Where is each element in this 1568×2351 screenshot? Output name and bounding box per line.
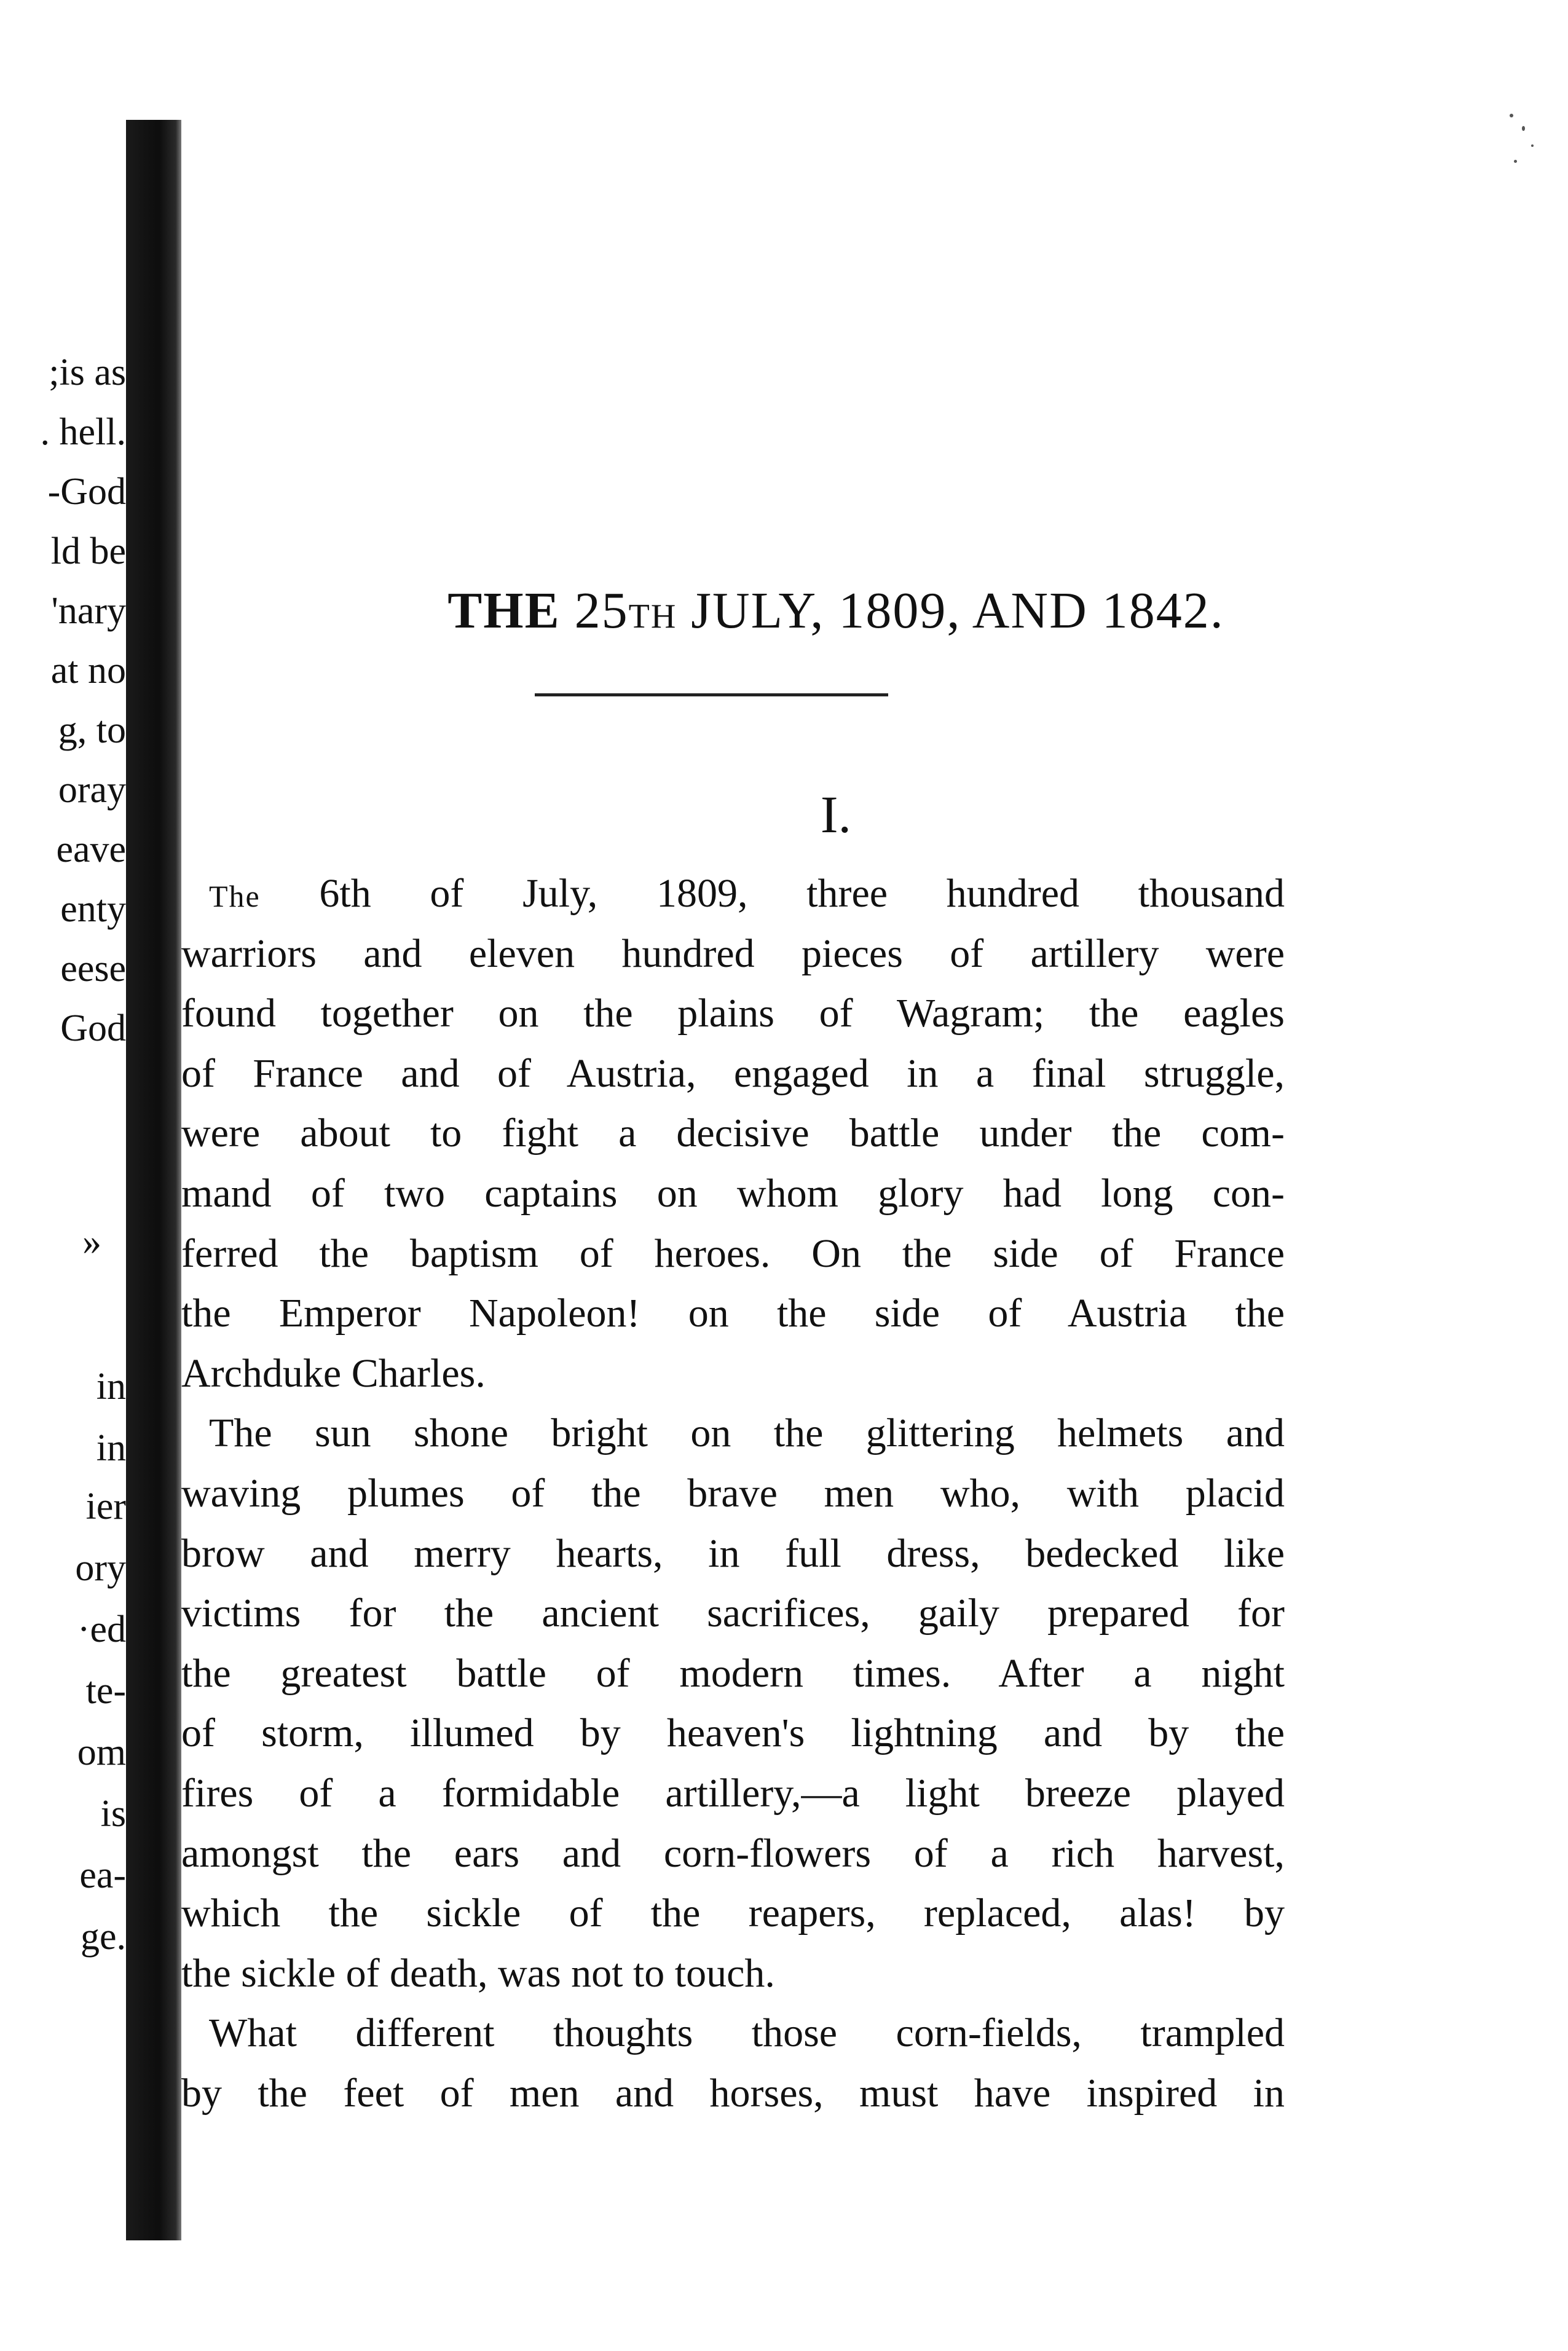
title-word-the: THE — [447, 582, 561, 639]
fragment: enty — [60, 888, 126, 930]
text-line: victims for the ancient sacrifices, gaily prepared for — [181, 1591, 1285, 1636]
body-text — [181, 864, 1285, 2123]
fragment: 'nary — [51, 590, 126, 632]
fragment: om — [77, 1731, 126, 1773]
section-number: I. — [820, 785, 852, 844]
fragment: eave — [56, 829, 126, 870]
title-day: 25 — [574, 582, 629, 639]
fragment: is — [100, 1793, 126, 1835]
title-rule — [535, 693, 888, 696]
speck — [1510, 114, 1513, 117]
fragment: . hell. — [40, 411, 126, 453]
fragment: ea- — [79, 1854, 126, 1896]
text-line: The 6th of July, 1809, three hundred thousand — [209, 871, 1285, 916]
text-line: warriors and eleven hundred pieces of artillery were — [181, 931, 1285, 976]
speck — [1522, 126, 1525, 131]
fragment: ier — [85, 1486, 126, 1527]
text-line: were about to fight a decisive battle under the com- — [181, 1111, 1285, 1156]
title-ordinal: TH — [628, 597, 677, 636]
text-line: amongst the ears and corn-flowers of a rich harvest, — [181, 1830, 1285, 1876]
fragment: oray — [58, 769, 126, 811]
fragment: -God — [47, 471, 126, 513]
text-line: What different thoughts those corn-fields, trampled — [209, 2010, 1285, 2056]
fragment: te- — [85, 1670, 126, 1712]
text-line: ferred the baptism of heroes. On the side of France — [181, 1231, 1285, 1276]
text-line: which the sickle of the reapers, replaced, alas! by — [181, 1891, 1285, 1936]
fragment: ory — [75, 1547, 126, 1589]
edge-specks — [1507, 108, 1543, 181]
speck — [1514, 160, 1517, 163]
fragment: » — [82, 1221, 101, 1263]
fragment: ge. — [80, 1916, 126, 1958]
text-line: mand of two captains on whom glory had long con- — [181, 1170, 1285, 1216]
text-line: The sun shone bright on the glittering helmets and — [209, 1411, 1285, 1456]
text-line: brow and merry hearts, in full dress, bedecked like — [181, 1530, 1285, 1576]
text-line: waving plumes of the brave men who, with placid — [181, 1470, 1285, 1516]
text-line: found together on the plains of Wagram; the eagles — [181, 991, 1285, 1036]
speck — [1531, 144, 1534, 147]
chapter-title — [221, 581, 1451, 640]
text-line: the Emperor Napoleon! on the side of Austria the — [181, 1291, 1285, 1336]
binding-shadow — [126, 120, 181, 2240]
fragment: in — [96, 1366, 126, 1408]
text-line: the greatest battle of modern times. After a night — [181, 1650, 1285, 1696]
fragment: ·ed — [77, 1609, 126, 1650]
title-rest: JULY, 1809, AND 1842. — [691, 582, 1224, 639]
small-caps-word: The — [209, 879, 261, 913]
fragment: at no — [50, 650, 126, 691]
fragment: ;is as — [49, 352, 126, 393]
text-line: fires of a formidable artillery,—a light breeze played — [181, 1770, 1285, 1816]
text-line: of storm, illumed by heaven's lightning and by the — [181, 1711, 1285, 1756]
text-line: by the feet of men and horses, must have inspired in — [181, 2070, 1285, 2116]
fragment: God — [60, 1007, 126, 1049]
fragment: ld be — [50, 530, 126, 572]
fragment: eese — [60, 948, 126, 990]
fragment: in — [96, 1427, 126, 1469]
text-line: of France and of Austria, engaged in a final struggle, — [181, 1050, 1285, 1096]
fragment: g, to — [58, 709, 126, 751]
text-line: Archduke Charles. — [181, 1350, 486, 1396]
text-line: the sickle of death, was not to touch. — [181, 1950, 775, 1996]
